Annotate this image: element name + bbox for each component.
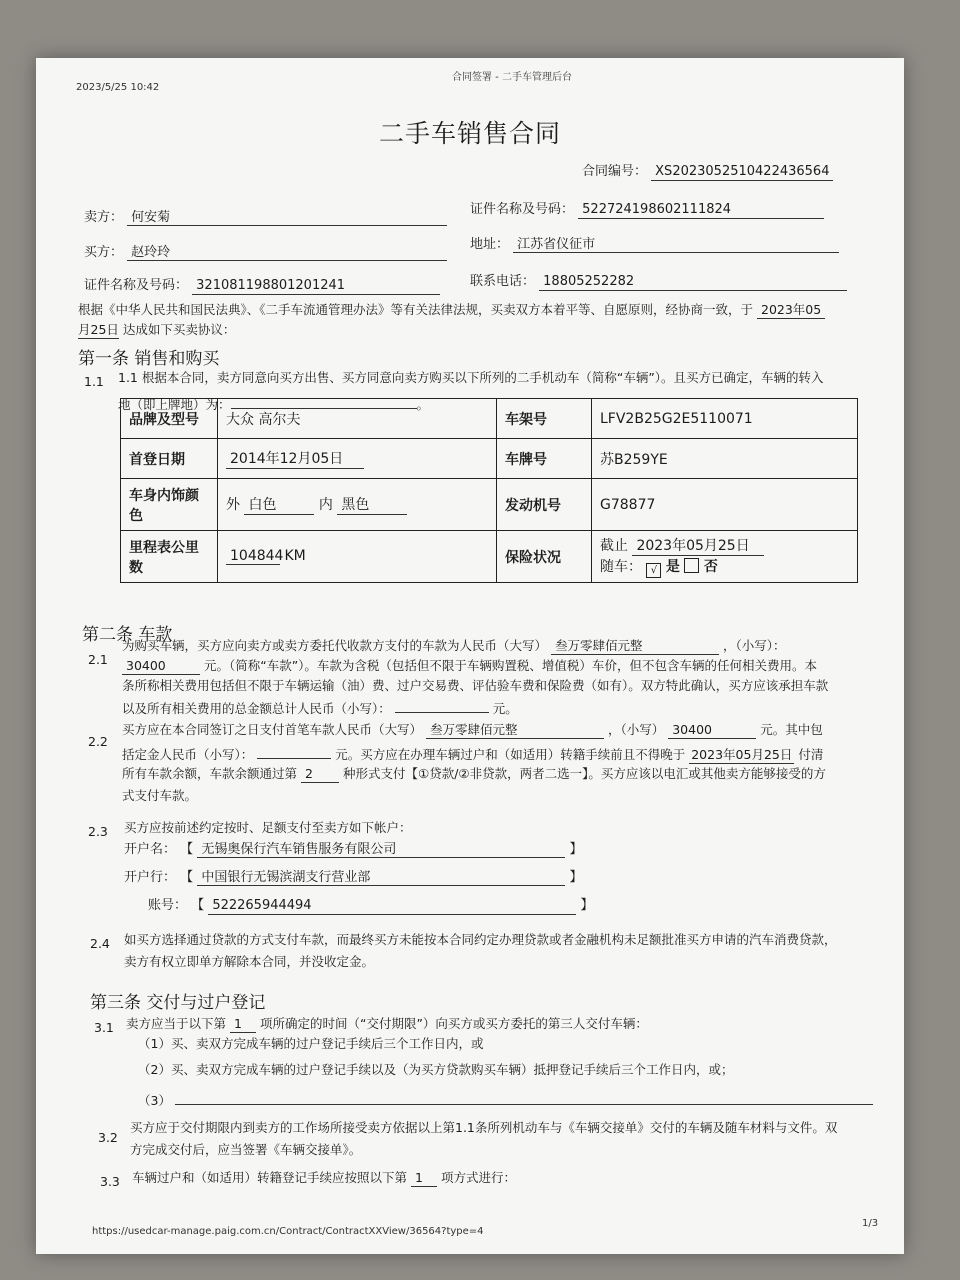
bank-bracket-left: 【 xyxy=(180,870,194,885)
clause-2-2-line1 xyxy=(122,720,823,739)
contract-number-label: 合同编号： xyxy=(582,164,648,179)
clause-2-2-text-d: 括定金人民币（小写）： xyxy=(122,747,254,762)
first-reg-cell xyxy=(218,439,497,479)
clause-3-2-num: 3.2 xyxy=(98,1130,118,1145)
clause-2-2-line3 xyxy=(122,764,826,783)
vin-label: 车架号 xyxy=(497,399,592,439)
mileage-label: 里程表公里数 xyxy=(121,531,218,583)
int-color-prefix: 内 xyxy=(318,497,333,513)
delivery-option-2: （2）买、卖双方完成车辆的过户登记手续以及（为买方贷款购买车辆）抵押登记手续后三个工作日内，或； xyxy=(138,1062,734,1077)
mileage-unit: KM xyxy=(284,548,306,564)
seller-id-value: 522724198602111824 xyxy=(578,202,824,219)
bank-bracket-right: 】 xyxy=(569,870,583,885)
brand-label: 品牌及型号 xyxy=(121,399,218,439)
price-value: 30400 xyxy=(122,658,200,675)
color-cell xyxy=(218,479,497,531)
clause-2-1-line3: 条所称相关费用包括但不限于车辆运输（油）费、过户交易费、评估验车费和保险费（如有）。双方特此确认，买方应该承担车款 xyxy=(122,678,829,693)
plate-label: 车牌号 xyxy=(497,439,592,479)
delivery-option-3-label: （3） xyxy=(138,1093,171,1108)
buyer-id-field xyxy=(84,274,440,295)
clause-2-2-line2 xyxy=(122,742,823,764)
address-field xyxy=(470,233,839,253)
clause-3-3-text-a: 车辆过户和（如适用）转籍登记手续应按照以下第 xyxy=(132,1170,408,1185)
clause-3-2-line1: 买方应于交付期限内到卖方的工作场所接受卖方依据以上第1.1条所列机动车与《车辆交接单》交付的车辆及随车材料与文件。双 xyxy=(130,1120,838,1135)
clause-2-2-text-f: 付清 xyxy=(798,747,824,762)
seller-id-field xyxy=(470,198,824,219)
account-number-value: 522265944494 xyxy=(208,898,576,915)
clause-2-4-line1: 如买方选择通过贷款的方式支付车款，而最终买方未能按本合同约定办理贷款或者金融机构未足额批准买方申请的汽车消费贷款， xyxy=(124,932,837,947)
preamble-text2: 达成如下买卖协议： xyxy=(122,322,236,337)
ext-color-value: 白色 xyxy=(244,494,314,515)
buyer-id-label: 证件名称及号码： xyxy=(84,278,189,293)
buyer-value: 赵玲玲 xyxy=(127,241,447,261)
engine-label: 发动机号 xyxy=(497,479,592,531)
preamble-line2 xyxy=(78,320,235,339)
total-amount-value xyxy=(395,696,489,713)
address-value: 江苏省仪征市 xyxy=(513,233,839,253)
insurance-label: 保险状况 xyxy=(497,531,592,583)
preamble-date-a: 2023年05 xyxy=(757,300,825,319)
print-page-title: 合同签署 - 二手车管理后台 xyxy=(452,72,572,83)
clause-1-1-line1: 1.1 根据本合同，卖方同意向买方出售、买方同意向卖方购买以下所列的二手机动车（简称“车辆”）。且买方已确定，车辆的转入 xyxy=(118,370,824,385)
mileage-cell xyxy=(218,531,497,583)
insurance-no-checkbox xyxy=(684,558,699,573)
account-number-row xyxy=(148,894,593,915)
clause-3-3-text-b: 项方式进行： xyxy=(440,1170,516,1185)
account-name-value: 无锡奥保行汽车销售服务有限公司 xyxy=(197,838,565,858)
account-number-bracket-left: 【 xyxy=(191,898,205,913)
preamble-line1 xyxy=(78,300,825,319)
insurance-yes-label: 是 xyxy=(665,559,680,575)
engine-value: G78877 xyxy=(592,479,858,531)
first-pay-words-value: 叁万零肆佰元整 xyxy=(426,720,604,739)
seller-id-label: 证件名称及号码： xyxy=(470,202,575,217)
clause-2-1-text-f: 元。 xyxy=(492,701,518,716)
contract-number-value: XS2023052510422436564 xyxy=(651,164,833,181)
delivery-option-3-blank xyxy=(175,1088,873,1105)
article2-heading: 第二条 车款 xyxy=(82,625,173,645)
preamble-date-b: 月25日 xyxy=(78,322,119,337)
first-pay-value: 30400 xyxy=(668,722,756,739)
transfer-item-value: 1 xyxy=(411,1170,437,1187)
clause-2-2-num: 2.2 xyxy=(88,734,108,749)
clause-2-3-line1: 买方应按前述约定按时、足额支付至卖方如下帐户： xyxy=(124,820,412,835)
seller-label: 卖方： xyxy=(84,210,124,225)
clause-1-1-end: 。 xyxy=(416,397,430,412)
account-name-bracket-right: 】 xyxy=(569,842,583,857)
vehicle-table xyxy=(120,398,858,583)
account-number-bracket-right: 】 xyxy=(580,898,594,913)
contract-title: 二手车销售合同 xyxy=(378,119,561,148)
color-label: 车身内饰颜色 xyxy=(121,479,218,531)
int-color-value: 黑色 xyxy=(337,494,407,515)
seller-field xyxy=(84,206,447,226)
payment-method-value: 2 xyxy=(301,766,339,783)
print-url: https://usedcar-manage.paig.com.cn/Contract/ContractXXView/36564?type=4 xyxy=(92,1226,484,1237)
mileage-value: 104844 xyxy=(226,548,280,565)
clause-2-3-num: 2.3 xyxy=(88,824,108,839)
bank-label: 开户行： xyxy=(124,870,177,885)
insurance-until-value: 2023年05月25日 xyxy=(632,535,764,556)
seller-value: 何安菊 xyxy=(127,206,447,226)
clause-2-1-line2 xyxy=(122,656,817,675)
insurance-cell xyxy=(592,531,858,583)
first-reg-value: 2014年12月05日 xyxy=(226,448,364,469)
buyer-id-value: 321081198801201241 xyxy=(192,278,440,295)
delivery-option-1: （1）买、卖双方完成车辆的过户登记手续后三个工作日内，或 xyxy=(138,1036,484,1051)
article3-heading: 第三条 交付与过户登记 xyxy=(90,993,266,1013)
insurance-until-label: 截止 xyxy=(600,538,628,554)
plate-value: 苏B259YE xyxy=(592,439,858,479)
clause-1-1-text2: 地（即上牌地）为： xyxy=(118,397,231,412)
brand-value: 大众 高尔夫 xyxy=(218,399,497,439)
insurance-until-line xyxy=(600,535,849,556)
account-number-label: 账号： xyxy=(148,898,188,913)
page-number: 1/3 xyxy=(862,1218,879,1229)
buyer-label: 买方： xyxy=(84,245,124,260)
address-label: 地址： xyxy=(470,237,510,252)
deposit-value xyxy=(257,742,331,759)
contract-page xyxy=(36,58,904,1254)
clause-3-1-line1 xyxy=(126,1014,648,1033)
clause-2-4-line2: 卖方有权立即单方解除本合同，并没收定金。 xyxy=(124,954,375,969)
first-reg-label: 首登日期 xyxy=(121,439,218,479)
clause-3-1-text-b: 项所确定的时间（“交付期限”）向买方或买方委托的第三人交付车辆： xyxy=(259,1016,648,1031)
clause-3-2-line2: 方完成交付后，应当签署《车辆交接单》。 xyxy=(130,1142,362,1157)
insurance-no-label: 否 xyxy=(703,559,718,575)
clause-3-3-line1 xyxy=(132,1168,516,1187)
clause-2-2-text-e: 元。买方应在办理车辆过户和（如适用）转籍手续前且不得晚于 xyxy=(335,747,686,762)
account-name-bracket-left: 【 xyxy=(180,842,194,857)
clause-2-1-text-c: 元。（简称“车款”）。车款为含税（包括但不限于车辆购置税、增值税）车价，但不包含车辆的任何相关费用。本 xyxy=(203,658,817,673)
clause-2-2-text-b: ，（小写） xyxy=(607,722,665,737)
clause-3-1-num: 3.1 xyxy=(94,1020,114,1035)
bank-value: 中国银行无锡滨湖支行营业部 xyxy=(197,866,565,886)
print-datetime: 2023/5/25 10:42 xyxy=(76,82,160,93)
clause-2-2-text-h: 种形式支付【①贷款/②非贷款，两者二选一】。买方应该以电汇或其他卖方能够接受的方 xyxy=(342,766,826,781)
clause-3-3-num: 3.3 xyxy=(100,1174,120,1189)
clause-2-4-num: 2.4 xyxy=(90,936,110,951)
clause-2-2-text-c: 元。其中包 xyxy=(760,722,823,737)
phone-label: 联系电话： xyxy=(470,274,536,289)
buyer-field xyxy=(84,241,447,261)
clause-3-1-text-a: 卖方应当于以下第 xyxy=(126,1016,227,1031)
insurance-with-car-line xyxy=(600,556,849,578)
phone-field xyxy=(470,270,847,291)
clause-2-2-text-a: 买方应在本合同签订之日支付首笔车款人民币（大写） xyxy=(122,722,423,737)
clause-2-2-line4: 式支付车款。 xyxy=(122,788,198,803)
vin-value: LFV2B25G2E5110071 xyxy=(592,399,858,439)
clause-1-1-num: 1.1 xyxy=(84,374,104,389)
clause-2-2-text-g: 所有车款余额，车款余额通过第 xyxy=(122,766,298,781)
insurance-yes-checkbox: √ xyxy=(646,563,661,578)
article1-heading: 第一条 销售和购买 xyxy=(78,349,220,369)
phone-value: 18805252282 xyxy=(539,274,847,291)
price-words-value: 叁万零肆佰元整 xyxy=(551,636,719,655)
deadline-value: 2023年05月25日 xyxy=(691,747,793,762)
delivery-item-value: 1 xyxy=(230,1016,256,1033)
clause-2-1-num: 2.1 xyxy=(88,652,108,667)
clause-2-1-text-a: 为购买车辆，买方应向卖方或卖方委托代收款方支付的车款为人民币（大写） xyxy=(122,638,548,653)
account-name-row xyxy=(124,838,582,858)
clause-2-1-line4 xyxy=(122,696,518,717)
delivery-option-3 xyxy=(138,1088,873,1109)
insurance-with-label: 随车： xyxy=(600,559,642,575)
clause-2-1-text-e: 以及所有相关费用的总金额总计人民币（小写）： xyxy=(122,701,391,716)
bank-row xyxy=(124,866,582,886)
account-name-label: 开户名： xyxy=(124,842,177,857)
contract-number xyxy=(582,160,833,181)
clause-2-1-text-b: ，（小写）： xyxy=(722,638,786,653)
preamble-text1: 根据《中华人民共和国民法典》、《二手车流通管理办法》等有关法律法规，买卖双方本着平等、自愿原则，经协商一致，于 xyxy=(78,302,754,317)
ext-color-prefix: 外 xyxy=(226,497,240,513)
clause-2-1-line1 xyxy=(122,636,786,655)
